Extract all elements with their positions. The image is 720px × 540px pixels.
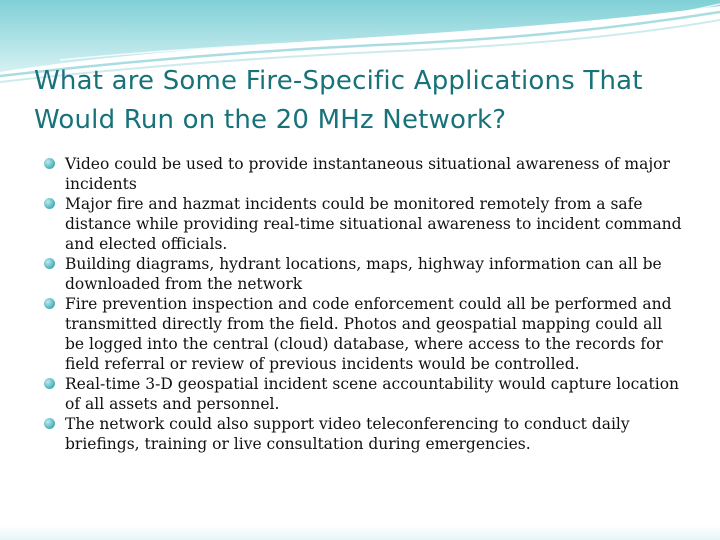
bullet-list (44, 154, 684, 454)
bullet-item (44, 154, 684, 194)
bullet-item (44, 374, 684, 414)
bullet-dot-icon (44, 258, 55, 269)
bullet-dot-icon (44, 158, 55, 169)
bullet-text: Real-time 3-D geospatial incident scene accountability would capture location of all assets and personnel. (65, 375, 680, 413)
bullet-dot-icon (44, 198, 55, 209)
bullet-dot-icon (44, 378, 55, 389)
bullet-item (44, 194, 684, 254)
slide-title: What are Some Fire-Specific Applications That Would Run on the 20 MHz Network? (34, 66, 643, 135)
bullet-text: The network could also support video teleconferencing to conduct daily briefings, training or live consultation during emergencies. (65, 415, 630, 453)
bullet-item (44, 294, 684, 374)
bullet-text: Major fire and hazmat incidents could be monitored remotely from a safe distance while providing real-time situational awareness to incident command and elected officials. (65, 195, 682, 253)
bullet-text: Building diagrams, hydrant locations, maps, highway information can all be downloaded from the network (65, 255, 662, 293)
bullet-item (44, 254, 684, 294)
bullet-dot-icon (44, 298, 55, 309)
bottom-band-decoration (0, 526, 720, 540)
bullet-text: Video could be used to provide instantaneous situational awareness of major incidents (65, 155, 670, 193)
bullet-text: Fire prevention inspection and code enforcement could all be performed and transmitted directly from the field. Photos and geospatial mapping could all be logged into the central (cloud) database, where access to the records for field referral or review of previous incidents would be controlled. (65, 295, 672, 373)
bullet-item (44, 414, 684, 454)
bullet-dot-icon (44, 418, 55, 429)
